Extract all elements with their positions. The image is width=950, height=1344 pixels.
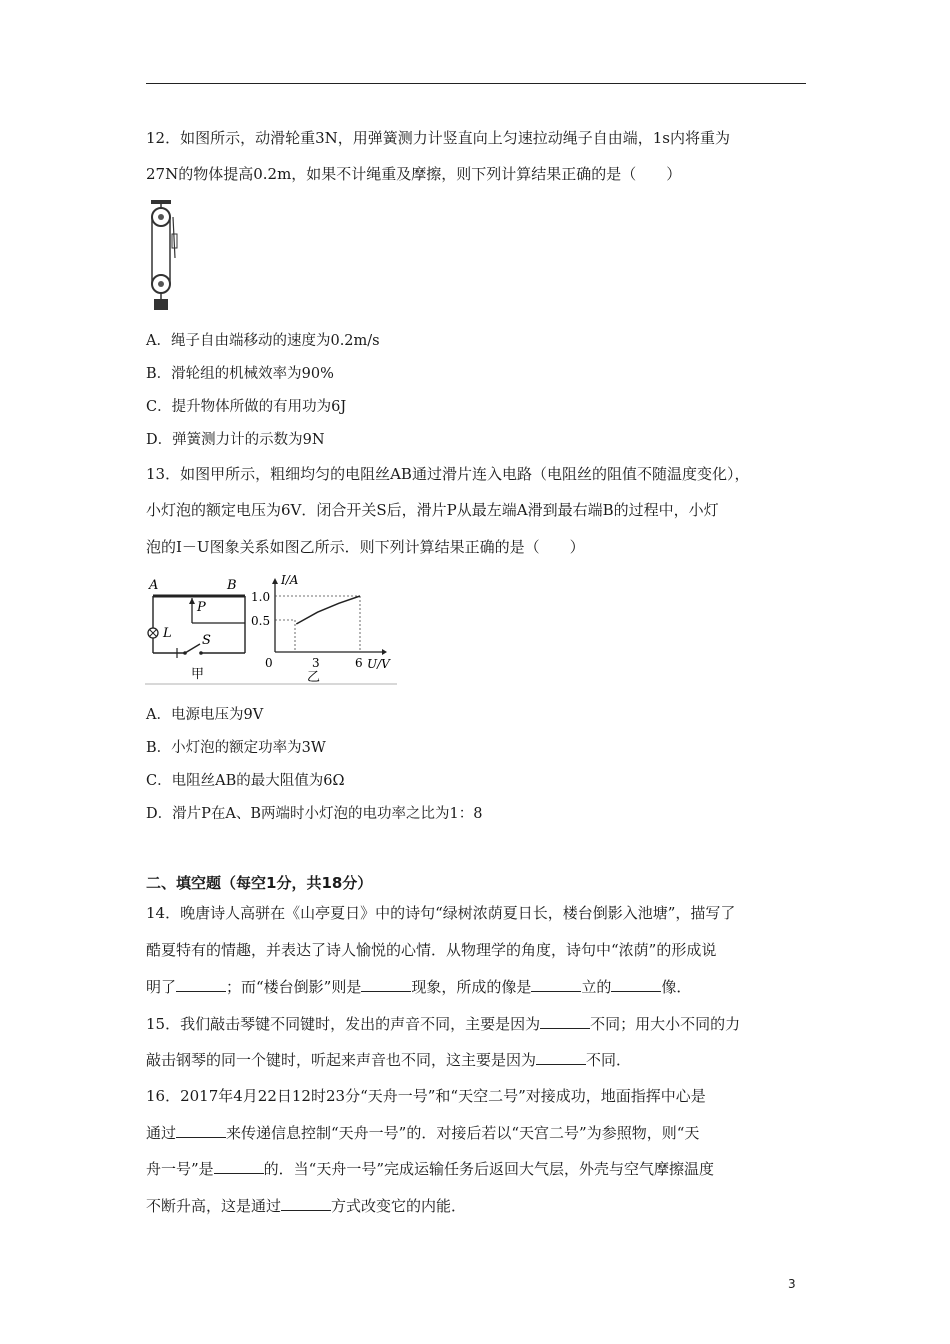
q13-option-d: D．滑片P在A、B两端时小灯泡的电功率之比为1：8: [146, 806, 483, 822]
blank-14-3[interactable]: [531, 977, 581, 992]
header-rule: [146, 83, 806, 84]
blank-14-1[interactable]: [176, 977, 226, 992]
section-2-title: 二、填空题（每空1分，共18分）: [146, 874, 373, 892]
blank-14-4[interactable]: [611, 977, 661, 992]
x-tick-0: 0: [265, 656, 273, 670]
q12-option-a: A．绳子自由端移动的速度为0.2m/s: [146, 333, 380, 349]
y-tick-05: 0.5: [251, 614, 271, 628]
blank-14-2[interactable]: [361, 977, 411, 992]
q13-line-2: 小灯泡的额定电压为6V．闭合开关S后，滑片P从最左端A滑到最右端B的过程中，小灯: [146, 501, 719, 519]
q12-line-1: 12．如图所示，动滑轮重3N，用弹簧测力计竖直向上匀速拉动绳子自由端，1s内将重为: [146, 129, 731, 147]
q16-line-2: 通过 来传递信息控制“天舟一号”的．对接后若以“天宫二号”为参照物，则“天: [146, 1124, 700, 1142]
q13-option-b: B．小灯泡的额定功率为3W: [146, 740, 326, 756]
x-tick-6: 6: [355, 656, 363, 670]
q16-line-4: 不断升高，这是通过 方式改变它的内能．: [146, 1197, 467, 1215]
graph-xlabel: U/V: [367, 657, 390, 671]
circuit-and-graph-figure: [145, 574, 397, 686]
q13-option-c: C．电阻丝AB的最大阻值为6Ω: [146, 773, 345, 789]
q12-option-d: D．弹簧测力计的示数为9N: [146, 432, 325, 448]
y-tick-1: 1.0: [251, 590, 271, 604]
q12-option-b: B．滑轮组的机械效率为90%: [146, 366, 334, 382]
circuit-diagram: [148, 578, 245, 682]
blank-15-2[interactable]: [536, 1050, 586, 1065]
q13-line-1: 13．如图甲所示，粗细均匀的电阻丝AB通过滑片连入电路（电阻丝的阻值不随温度变化），: [146, 465, 750, 483]
q16-line-3: 舟一号”是 的．当“天舟一号”完成运输任务后返回大气层，外壳与空气摩擦温度: [146, 1160, 715, 1178]
blank-16-1[interactable]: [176, 1123, 226, 1138]
iu-curve: [296, 596, 360, 624]
x-tick-3: 3: [312, 656, 320, 670]
q14-line-3: 明了 ；而“楼台倒影”则是 现象，所成的像是 立的 像．: [146, 978, 692, 996]
page-number: 3: [788, 1277, 796, 1291]
caption-jia: 甲: [191, 667, 205, 682]
pulley-figure: [147, 200, 181, 312]
q15-line-2: 敲击钢琴的同一个键时，听起来声音也不同，这主要是因为 不同．: [146, 1051, 632, 1069]
q12-option-c: C．提升物体所做的有用功为6J: [146, 399, 347, 415]
q14-line-2: 酷夏特有的情趣，并表达了诗人愉悦的心情．从物理学的角度，诗句中“浓荫”的形成说: [146, 941, 717, 959]
label-b: B: [227, 578, 237, 593]
q14-line-1: 14．晚唐诗人高骈在《山亭夏日》中的诗句“绿树浓荫夏日长，楼台倒影入池塘”，描写了: [146, 904, 736, 922]
label-s: S: [202, 633, 211, 648]
q13-line-3: 泡的I－U图象关系如图乙所示．则下列计算结果正确的是（ ）: [146, 538, 585, 556]
label-p: P: [197, 600, 206, 615]
blank-16-3[interactable]: [281, 1196, 331, 1211]
blank-16-2[interactable]: [214, 1159, 264, 1174]
q16-line-1: 16．2017年4月22日12时23分“天舟一号”和“天空二号”对接成功，地面指挥中心是: [146, 1087, 706, 1105]
caption-yi: 乙: [307, 670, 321, 685]
q13-option-a: A．电源电压为9V: [146, 707, 264, 723]
blank-15-1[interactable]: [540, 1014, 590, 1029]
label-a: A: [149, 578, 159, 593]
graph-ylabel: I/A: [281, 574, 299, 587]
label-l: L: [163, 626, 172, 641]
q12-line-2: 27N的物体提高0.2m，如果不计绳重及摩擦，则下列计算结果正确的是（ ）: [146, 165, 682, 183]
iu-graph: [251, 574, 391, 685]
q15-line-1: 15．我们敲击琴键不同键时，发出的声音不同，主要是因为 不同；用大小不同的力: [146, 1015, 741, 1033]
